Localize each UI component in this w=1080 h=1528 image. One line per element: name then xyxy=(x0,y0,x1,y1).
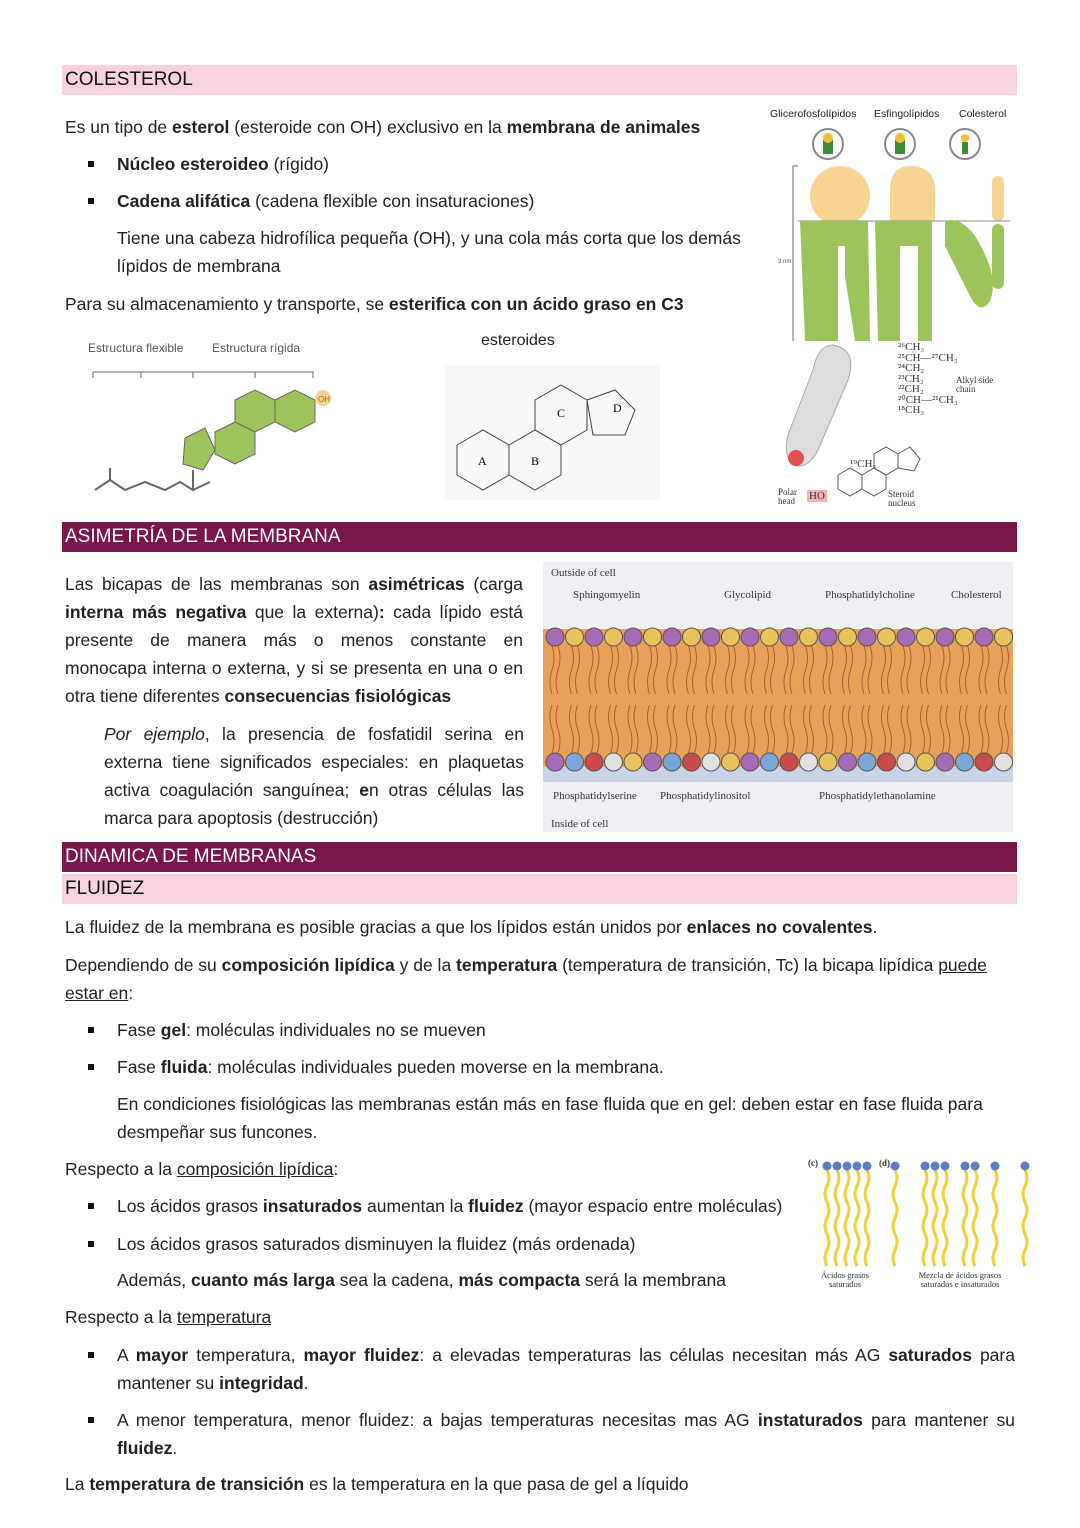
fatty-acid-chain xyxy=(893,1170,897,1266)
text: La xyxy=(65,1474,90,1494)
label-sphingomyelin: Sphingomyelin xyxy=(573,589,641,601)
chain-atom: ¹⁸CH₃ xyxy=(898,404,925,416)
lipid-head xyxy=(839,753,857,771)
text: composición lipídica xyxy=(176,1159,334,1179)
text: sea la cadena, xyxy=(334,1270,459,1290)
fatty-acid-drawing xyxy=(805,1158,1030,1273)
fatty-acid-head xyxy=(843,1162,852,1171)
fatty-acid-packing-figure xyxy=(805,1158,1030,1293)
lipid-head xyxy=(917,753,935,771)
alkyl-label: Alkyl side chain xyxy=(956,375,994,394)
lipid-head xyxy=(644,628,662,646)
text: temperatura, xyxy=(188,1345,304,1365)
text: fluida xyxy=(160,1057,208,1077)
chain-atom: ²³CH₂ xyxy=(898,372,924,385)
label-phosphatidylserine: Phosphatidylserine xyxy=(553,790,637,802)
chain-atom: ²⁶CH₃ xyxy=(898,341,925,353)
bullet xyxy=(88,1241,94,1247)
lipid-drawings xyxy=(770,126,1015,343)
lipid-head xyxy=(741,753,759,771)
text: (rígido) xyxy=(268,154,330,174)
text: insaturados xyxy=(262,1196,363,1216)
lipid-head xyxy=(722,628,740,646)
comp-item xyxy=(117,1192,782,1220)
bullet xyxy=(88,1352,94,1358)
lipid-head xyxy=(605,628,623,646)
fatty-acid-chain xyxy=(825,1170,829,1266)
text: n otras células las marca para apoptosis (destrucción) xyxy=(104,780,524,828)
lipid-head xyxy=(995,753,1013,771)
fatty-acid-chain xyxy=(993,1170,997,1266)
lipid-head xyxy=(546,628,564,646)
text: mayor xyxy=(135,1345,189,1365)
lipid-head xyxy=(780,628,798,646)
text: temperatura xyxy=(176,1307,272,1327)
text: enlaces no covalentes xyxy=(686,917,873,937)
label-phosphatidylcholine: Phosphatidylcholine xyxy=(825,589,915,601)
chain-atom: ²²CH₂ xyxy=(898,383,924,395)
text: esterifica con un ácido graso en C3 xyxy=(388,294,684,314)
text: cada lípido está presente de manera más o menos constante en monocapa interna o externa, y si se presenta en una o en otra tiene diferentes xyxy=(65,602,523,706)
lipid-head xyxy=(605,753,623,771)
text: (carga xyxy=(464,574,524,594)
fluidez-p1 xyxy=(65,913,877,941)
text: Respecto a la xyxy=(65,1307,177,1327)
text: Dependiendo de su xyxy=(65,955,222,975)
text: es la temperatura en la que pasa de gel a líquido xyxy=(304,1474,689,1494)
fatty-acid-chain xyxy=(835,1170,839,1266)
bullet xyxy=(88,1064,94,1070)
label-flexible: Estructura flexible xyxy=(88,341,184,355)
text: instaturados xyxy=(757,1410,863,1430)
text: saturados xyxy=(888,1345,972,1365)
fatty-acid-chain xyxy=(1023,1170,1027,1266)
lipid-head xyxy=(917,628,935,646)
text: : xyxy=(128,983,134,1003)
text: A menor temperatura, menor fluidez: a bajas temperaturas necesitas mas AG xyxy=(117,1410,758,1430)
text: Los ácidos grasos xyxy=(117,1196,263,1216)
text: asimétricas xyxy=(368,574,465,594)
lipid-head xyxy=(819,628,837,646)
text: más compacta xyxy=(458,1270,581,1290)
text: gel xyxy=(160,1020,187,1040)
chain-atom: ²⁵CH—²⁷CH₃ xyxy=(898,351,958,364)
bullet xyxy=(88,198,94,204)
text: puede estar en xyxy=(65,955,987,1003)
colesterol-intro xyxy=(65,113,700,141)
lipid-head xyxy=(975,628,993,646)
lipid-head xyxy=(878,628,896,646)
ring-b: B xyxy=(531,454,540,468)
lipid-head xyxy=(761,628,779,646)
text: : xyxy=(333,1159,339,1179)
lipid-head xyxy=(995,628,1013,646)
lipid-head xyxy=(722,753,740,771)
section-header-dinamica: DINAMICA DE MEMBRANAS xyxy=(62,842,1017,872)
lipid-comparison-figure xyxy=(770,108,1015,343)
colesterol-storage xyxy=(65,290,684,318)
text: consecuencias fisiológicas xyxy=(224,686,452,706)
lipid-head xyxy=(683,628,701,646)
lipid-head xyxy=(956,753,974,771)
text: e xyxy=(359,780,369,800)
lipid-head xyxy=(761,753,779,771)
text: aumentan la xyxy=(362,1196,469,1216)
ring-a: A xyxy=(478,454,487,468)
text: La fluidez de la membrana es posible gracias a que los lípidos están unidos por xyxy=(65,917,687,937)
temp-item xyxy=(117,1406,1015,1462)
bullet xyxy=(88,1417,94,1423)
fatty-acid-chain xyxy=(933,1170,937,1266)
ho-label: HO xyxy=(809,490,825,502)
bullet xyxy=(88,161,94,167)
text: (cadena flexible con insaturaciones) xyxy=(250,191,535,211)
fatty-acid-head xyxy=(991,1162,1000,1171)
text: : a elevadas temperaturas las células necesitan más AG xyxy=(419,1345,889,1365)
text: . xyxy=(172,1438,178,1458)
lipid-head xyxy=(663,628,681,646)
ring-c: C xyxy=(557,406,566,420)
bullet-item xyxy=(117,150,329,178)
text: para mantener su xyxy=(117,1345,1015,1393)
text: y de la xyxy=(394,955,457,975)
transition-temp xyxy=(65,1470,689,1498)
lipid-head xyxy=(839,628,857,646)
lipid-head xyxy=(956,628,974,646)
lipid-head xyxy=(624,628,642,646)
text: : xyxy=(378,602,385,622)
label-c: (c) xyxy=(808,1158,818,1168)
section-header-asimetria: ASIMETRÍA DE LA MEMBRANA xyxy=(62,522,1017,552)
label-esfingolipidos: Esfingolípidos xyxy=(874,108,940,120)
fatty-acid-chain xyxy=(963,1170,967,1266)
asimetria-example xyxy=(104,720,524,832)
text: integridad xyxy=(219,1373,304,1393)
chain-atom: ²⁴CH₂ xyxy=(898,362,925,374)
oh-label: OH xyxy=(318,395,330,404)
text: Además, xyxy=(117,1270,191,1290)
chain-atom: ²⁰CH—²¹CH₃ xyxy=(898,393,958,406)
text: fluidez xyxy=(468,1196,524,1216)
fatty-acid-chain xyxy=(923,1170,927,1266)
fatty-acid-head xyxy=(891,1162,900,1171)
text: que la externa) xyxy=(246,602,379,622)
lipid-head xyxy=(624,753,642,771)
fatty-acid-chain xyxy=(855,1170,859,1266)
text: A xyxy=(117,1345,136,1365)
lipid-head xyxy=(858,753,876,771)
lipid-head xyxy=(663,753,681,771)
lipid-head xyxy=(780,753,798,771)
comp-note xyxy=(117,1266,726,1294)
text: Es un tipo de xyxy=(65,117,173,137)
label-glicerofosfolipidos: Glicerofosfolípidos xyxy=(770,108,857,120)
phase-gel xyxy=(117,1016,486,1044)
lipid-head xyxy=(585,628,603,646)
label-d: (d) xyxy=(879,1158,890,1168)
text: (temperatura de transición, Tc) la bicapa lipídica xyxy=(557,955,939,975)
lipid-head xyxy=(683,753,701,771)
lipid-head xyxy=(936,753,954,771)
fatty-acid-head xyxy=(863,1162,872,1171)
label-cholesterol: Cholesterol xyxy=(951,589,1002,601)
lipid-head xyxy=(566,628,584,646)
lipid-head xyxy=(897,753,915,771)
bullet-item xyxy=(117,187,534,215)
lipid-head xyxy=(644,753,662,771)
lipid-head xyxy=(585,753,603,771)
lipid-head xyxy=(702,753,720,771)
section-header-colesterol: COLESTEROL xyxy=(62,65,1017,95)
text: temperatura de transición xyxy=(89,1474,305,1494)
text: , la presencia de fosfatidil serina en externa tiene significados especiales: en plaquetas activa coagulación sanguínea; xyxy=(104,724,524,800)
bullet xyxy=(88,1203,94,1209)
subsection-header-fluidez: FLUIDEZ xyxy=(62,874,1017,904)
label-rigid: Estructura rígida xyxy=(212,341,301,355)
polar-head-label: Polar head xyxy=(778,487,797,506)
text: esterol xyxy=(172,117,230,137)
fatty-acid-chain xyxy=(973,1170,977,1266)
lipid-head xyxy=(975,753,993,771)
cholesterol-formula-figure xyxy=(778,340,1018,510)
cholesterol-structure-figure xyxy=(85,335,345,505)
text: para mantener su xyxy=(862,1410,1015,1430)
cholesterol-skeleton xyxy=(85,360,345,505)
text: cuanto más larga xyxy=(190,1270,335,1290)
fatty-acid-head xyxy=(931,1162,940,1171)
text: interna más negativa xyxy=(65,602,247,622)
ring-d: D xyxy=(613,401,622,415)
comp-heading xyxy=(65,1155,338,1183)
text: membrana de animales xyxy=(506,117,701,137)
fatty-acid-head xyxy=(961,1162,970,1171)
text: Por ejemplo xyxy=(104,724,205,744)
label-saturated: Ácidos grasos saturados xyxy=(821,1270,869,1289)
text: temperatura xyxy=(456,955,558,975)
fatty-acid-chain xyxy=(943,1170,947,1266)
fatty-acid-head xyxy=(833,1162,842,1171)
text: Las bicapas de las membranas son xyxy=(65,574,369,594)
label-phosphatidylethanolamine: Phosphatidylethanolamine xyxy=(819,790,936,802)
text: : moléculas individuales no se mueven xyxy=(186,1020,486,1040)
fatty-acid-head xyxy=(971,1162,980,1171)
fatty-acid-head xyxy=(921,1162,930,1171)
colesterol-note: Tiene una cabeza hidrofílica pequeña (OH), y una cola más corta que los demás lípidos de membrana xyxy=(117,228,741,276)
steroid-nucleus-label: Steroid nucleus xyxy=(888,489,916,508)
lipid-head xyxy=(546,753,564,771)
lipid-head xyxy=(819,753,837,771)
bullet xyxy=(88,1027,94,1033)
asimetria-paragraph xyxy=(65,570,523,710)
label-glycolipid: Glycolipid xyxy=(724,589,772,601)
lipid-head xyxy=(741,628,759,646)
lipid-head xyxy=(936,628,954,646)
text: fluidez xyxy=(117,1438,173,1458)
fatty-acid-chain xyxy=(865,1170,869,1266)
lipid-head xyxy=(800,753,818,771)
fatty-acid-head xyxy=(941,1162,950,1171)
bilayer-drawing xyxy=(543,617,1013,782)
text: (esteroide con OH) exclusivo en la xyxy=(229,117,507,137)
fatty-acid-head xyxy=(823,1162,832,1171)
text: . xyxy=(303,1373,309,1393)
text: Núcleo esteroideo xyxy=(117,154,269,174)
lipid-head xyxy=(897,628,915,646)
fatty-acid-chain xyxy=(845,1170,849,1266)
scale-label: 3 nm xyxy=(778,259,792,265)
text: (mayor espacio entre moléculas) xyxy=(523,1196,783,1216)
steroid-rings-figure xyxy=(445,365,660,500)
fatty-acid-head xyxy=(1021,1162,1030,1171)
text: Fase xyxy=(117,1020,161,1040)
lipid-head xyxy=(702,628,720,646)
text: Fase xyxy=(117,1057,161,1077)
phys-note: En condiciones fisiológicas las membranas están más en fase fluida que en gel: deben estar en fase fluida para desmpeñar sus funcones. xyxy=(117,1094,983,1142)
text: Respecto a la xyxy=(65,1159,177,1179)
lipid-head xyxy=(800,628,818,646)
text: . xyxy=(872,917,878,937)
temp-heading xyxy=(65,1303,271,1331)
lipid-head xyxy=(566,753,584,771)
lipid-head xyxy=(878,753,896,771)
steroids-title: esteroides xyxy=(481,332,555,349)
chain-atom: ¹⁹CH₃ xyxy=(850,458,877,470)
fluidez-p2 xyxy=(65,951,1017,1007)
label-colesterol: Colesterol xyxy=(959,108,1007,120)
membrane-asymmetry-figure xyxy=(543,562,1013,832)
inside-label: Inside of cell xyxy=(551,818,609,830)
lipid-head xyxy=(858,628,876,646)
outside-label: Outside of cell xyxy=(551,567,616,579)
phase-fluida xyxy=(117,1053,664,1081)
text: : moléculas individuales pueden moverse en la membrana. xyxy=(207,1057,664,1077)
fatty-acid-head xyxy=(853,1162,862,1171)
text: mayor fluidez xyxy=(303,1345,420,1365)
text: Para su almacenamiento y transporte, se xyxy=(65,294,389,314)
label-mixture: Mezcla de ácidos grasos saturados e insaturados xyxy=(918,1270,1002,1289)
label-phosphatidylinositol: Phosphatidylinositol xyxy=(660,790,751,802)
text: Cadena alifática xyxy=(117,191,251,211)
comp-item: Los ácidos grasos saturados disminuyen la fluidez (más ordenada) xyxy=(117,1234,636,1254)
temp-item xyxy=(117,1341,1015,1397)
text: será la membrana xyxy=(580,1270,726,1290)
text: composición lipídica xyxy=(221,955,395,975)
